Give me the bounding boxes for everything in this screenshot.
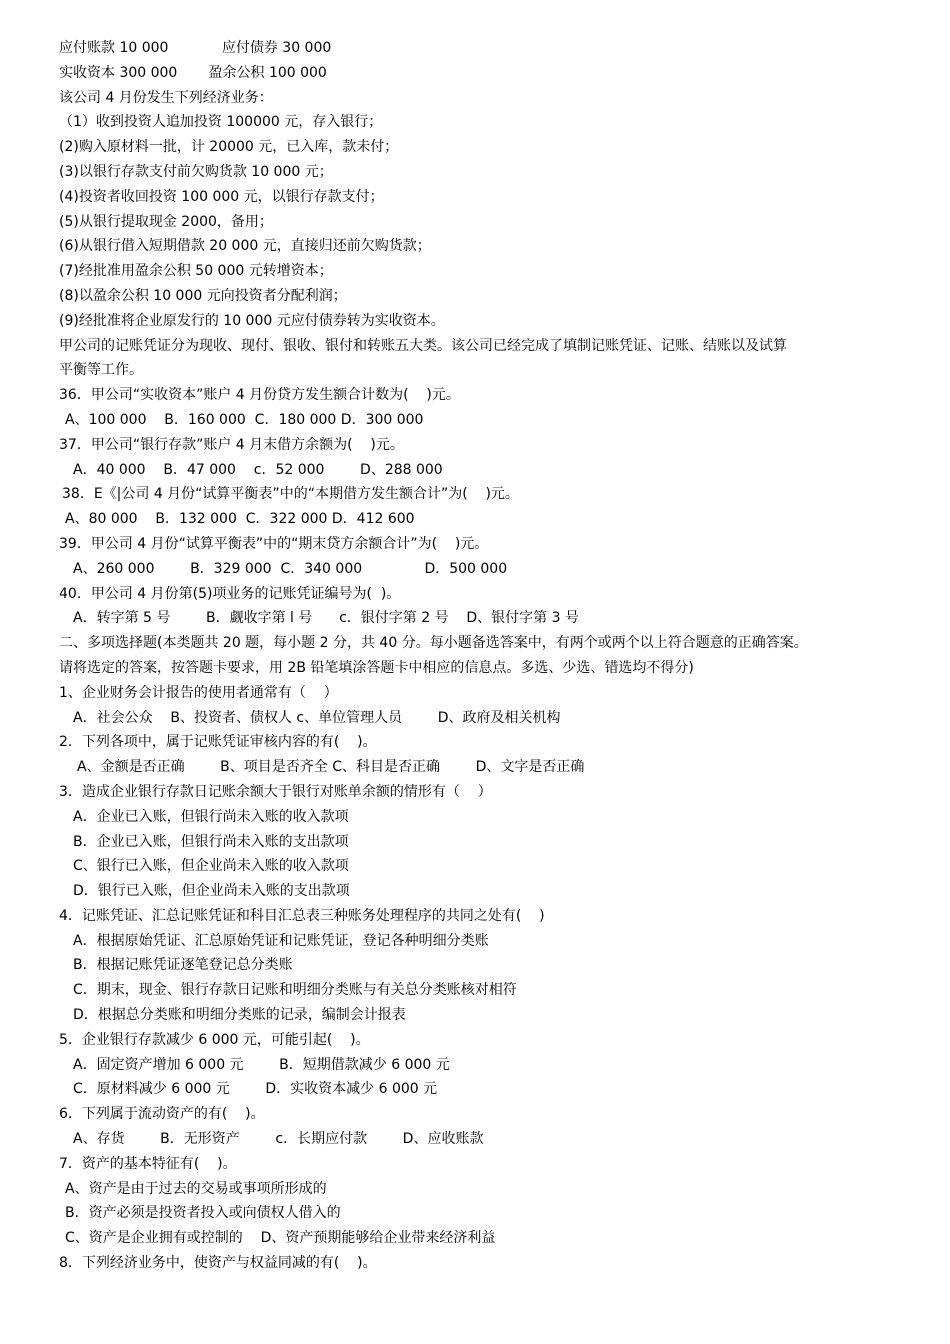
text-line: (8)以盈余公积 10 000 元向投资者分配利润； — [59, 287, 347, 304]
text-line: (3)以银行存款支付前欠购货款 10 000 元； — [59, 163, 333, 180]
text-line: (6)从银行借入短期借款 20 000 元，直接归还前欠购货款； — [59, 238, 431, 255]
text-line: (2)购入原材料一批，计 20000 元，已入库，款未付； — [59, 139, 399, 156]
text-line: 请将选定的答案，按答题卡要求，用 2B 铅笔填涂答题卡中相应的信息点。多选、少选、错选均不得分) — [59, 659, 694, 676]
text-line: (5)从银行提取现金 2000，备用； — [59, 213, 273, 230]
text-line: 甲公司的记账凭证分为现收、现付、银收、银付和转账五大类。该公司已经完成了填制记账凭证、记账、结账以及试算 — [59, 337, 787, 354]
text-line: A．企业已入账，但银行尚未入账的收入款项 — [73, 808, 349, 825]
text-line: 实收资本 300 000 盈余公积 100 000 — [59, 64, 327, 81]
text-line: 36．甲公司“实收资本”账户 4 月份贷方发生额合计数为( )元。 — [59, 387, 460, 404]
text-line: 5．企业银行存款减少 6 000 元，可能引起( )。 — [59, 1031, 370, 1048]
text-line: 40．甲公司 4 月份第(5)项业务的记账凭证编号为( )。 — [59, 585, 401, 602]
text-line: A．40 000 B．47 000 c．52 000 D、288 000 — [73, 461, 443, 478]
text-line: 二、多项选择题(本类题共 20 题，每小题 2 分，共 40 分。每小题备选答案中，有两个或两个以上符合题意的正确答案。 — [59, 635, 808, 652]
text-line: 该公司 4 月份发生下列经济业务： — [59, 89, 273, 106]
text-line: 2．下列各项中，属于记账凭证审核内容的有( )。 — [59, 734, 377, 751]
text-line: 37．甲公司“银行存款”账户 4 月末借方余额为( )元。 — [59, 436, 404, 453]
text-line: A、金额是否正确 B、项目是否齐全 C、科目是否正确 D、文字是否正确 — [77, 759, 585, 776]
text-line: C．期末，现金、银行存款日记账和明细分类账与有关总分类账核对相符 — [73, 982, 517, 999]
text-line: A、80 000 B．132 000 C．322 000 D．412 600 — [65, 511, 415, 528]
text-line: A．固定资产增加 6 000 元 B．短期借款减少 6 000 元 — [73, 1056, 450, 1073]
text-line: C．原材料减少 6 000 元 D．实收资本减少 6 000 元 — [73, 1081, 438, 1098]
text-line: D．根据总分类账和明细分类账的记录，编制会计报表 — [73, 1007, 406, 1024]
text-line: 1、企业财务会计报告的使用者通常有（ ） — [59, 684, 338, 701]
text-line: A、100 000 B．160 000 C．180 000 D．300 000 — [65, 411, 424, 428]
text-line: 3．造成企业银行存款日记账余额大于银行对账单余额的情形有（ ） — [59, 783, 492, 800]
text-line: A、260 000 B．329 000 C．340 000 D．500 000 — [73, 560, 508, 577]
text-line: C、资产是企业拥有或控制的 D、资产预期能够给企业带来经济利益 — [65, 1230, 496, 1247]
text-line: B．企业已入账，但银行尚未入账的支出款项 — [73, 833, 349, 850]
text-line: 6．下列属于流动资产的有( )。 — [59, 1106, 265, 1123]
text-line: A．社会公众 B、投资者、债权人 c、单位管理人员 D、政府及相关机构 — [73, 709, 561, 726]
text-line: 应付账款 10 000 应付债券 30 000 — [59, 40, 332, 56]
text-line: 8．下列经济业务中，使资产与权益同减的有( )。 — [59, 1255, 377, 1272]
text-line: 平衡等工作。 — [59, 362, 143, 379]
text-line: 39．甲公司 4 月份“试算平衡表”中的“期末贷方余额合计”为( )元。 — [59, 535, 489, 552]
text-line: A、存货 B．无形资产 c．长期应付款 D、应收账款 — [73, 1131, 484, 1148]
text-line: D．银行已入账，但企业尚未入账的支出款项 — [73, 883, 350, 900]
text-line: A、资产是由于过去的交易或事项所形成的 — [65, 1180, 327, 1197]
text-line: C、银行已入账，但企业尚未入账的收入款项 — [73, 858, 349, 875]
text-line: B．资产必须是投资者投入或向债权人借入的 — [65, 1205, 341, 1222]
text-line: (4)投资者收回投资 100 000 元，以银行存款支付； — [59, 188, 384, 205]
text-line: A．根据原始凭证、汇总原始凭证和记账凭证，登记各种明细分类账 — [73, 932, 489, 949]
text-line: （1）收到投资人追加投资 100000 元，存入银行； — [59, 114, 383, 131]
text-line: B．根据记账凭证逐笔登记总分类账 — [73, 957, 293, 974]
text-line: (9)经批准将企业原发行的 10 000 元应付债券转为实收资本。 — [59, 312, 445, 329]
text-line: 38．E《|公司 4 月份“试算平衡表”中的“本期借方发生额合计”为( )元。 — [62, 486, 519, 503]
text-line: A．转字第 5 号 B．觑收字第 l 号 c．银付字第 2 号 D、银付字第 3 号 — [73, 610, 579, 627]
text-line: 4．记账凭证、汇总记账凭证和科目汇总表三种账务处理程序的共同之处有( ) — [59, 907, 545, 924]
text-line: (7)经批准用盈余公积 50 000 元转增资本； — [59, 263, 333, 280]
text-line: 7．资产的基本特征有( )。 — [59, 1155, 237, 1172]
